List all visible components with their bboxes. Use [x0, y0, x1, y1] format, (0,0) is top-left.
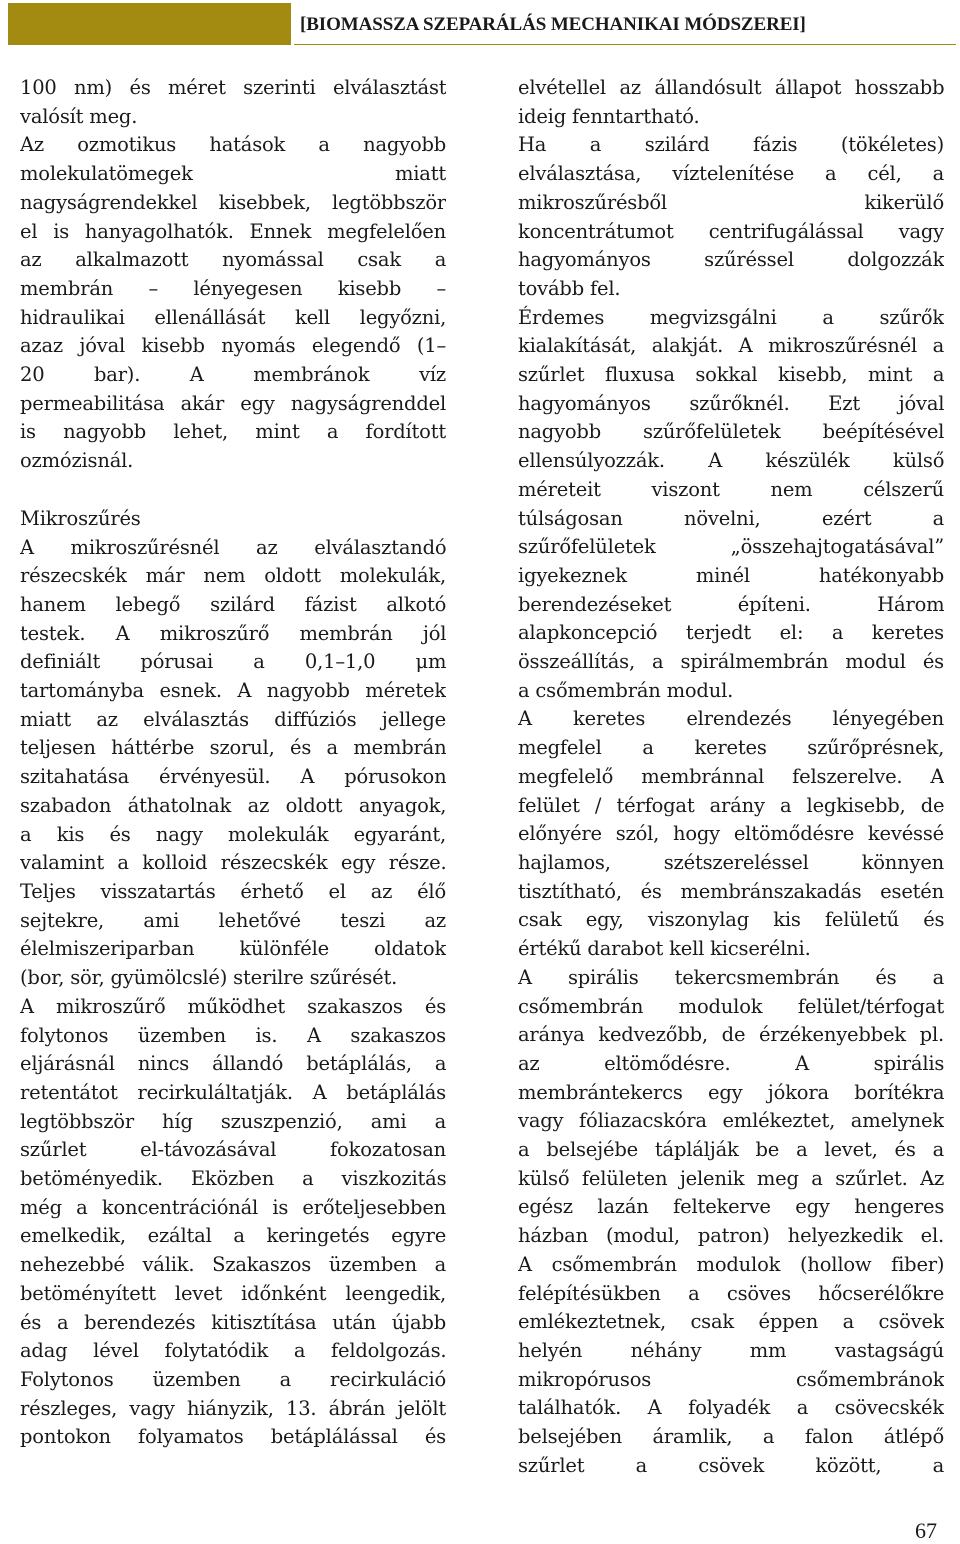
text-line: Folytonos üzemben a recirkuláció	[20, 1367, 446, 1391]
text-line: molekulatömegek miatt	[20, 162, 446, 186]
text-line: 100 nm) és méret szerinti elválasztást	[20, 76, 446, 99]
text-line: megfelelő membránnal felszerelve. A	[518, 764, 944, 788]
header-rule	[294, 44, 956, 45]
text-line: nehezebbé válik. Szakaszos üzemben a	[20, 1253, 446, 1277]
text-line: Teljes visszatartás érhető el az élő	[20, 879, 446, 903]
text-line: csak egy, viszonylag kis felületű és	[518, 908, 944, 932]
text-line: definiált pórusai a 0,1–1,0 μm	[20, 650, 446, 674]
text-line: A keretes elrendezés lényegében	[518, 707, 944, 731]
text-line: szűrlet el-távozásával fokozatosan	[20, 1138, 446, 1162]
text-line: miatt az elválasztás diffúziós jellege	[20, 707, 446, 731]
text-line: szitahatása érvényesül. A pórusokon	[20, 765, 446, 789]
text-line: valósít meg.	[20, 104, 138, 128]
text-line: Érdemes megvizsgálni a szűrők	[518, 305, 944, 329]
text-line: retentátot recirkuláltatják. A betáplálás	[20, 1080, 446, 1104]
text-line: 20 bar). A membránok víz	[20, 363, 446, 387]
text-line: Ha a szilárd fázis (tökéletes)	[518, 133, 944, 157]
text-line: kialakítását, alakját. A mikroszűrésnél a	[518, 334, 944, 358]
running-header-title: [BIOMASSZA SZEPARÁLÁS MECHANIKAI MÓDSZEREI]	[300, 14, 806, 35]
header-accent-bar	[8, 3, 291, 45]
right-text-column	[518, 74, 944, 1480]
text-line: a kis és nagy molekulák egyaránt,	[20, 822, 446, 846]
text-line: tovább fel.	[518, 276, 621, 300]
text-line: tisztítható, és membránszakadás esetén	[518, 879, 944, 903]
text-line: házban (modul, patron) helyezkedik el.	[518, 1224, 944, 1248]
paragraph-gap	[20, 476, 446, 505]
text-line: külső felületen jelenik meg a szűrlet. Az	[518, 1166, 944, 1190]
text-line: betöményített levet időnként leengedik,	[20, 1281, 446, 1305]
text-line: ellensúlyozzák. A készülék külső	[518, 449, 944, 473]
text-line: is nagyobb lehet, mint a fordított	[20, 420, 446, 444]
text-line: ideig fenntartható.	[518, 104, 700, 128]
text-line: aránya kedvezőbb, de érzékenyebbek pl.	[518, 1023, 944, 1047]
text-line: emelkedik, ezáltal a keringetés egyre	[20, 1224, 446, 1248]
text-line: szűrlet a csövek között, a	[518, 1453, 944, 1477]
text-line: betöményedik. Eközben a viszkozitás	[20, 1167, 446, 1191]
text-line: egész lazán feltekerve egy hengeres	[518, 1195, 944, 1219]
page-number: 67	[915, 1518, 937, 1543]
text-line: emlékeztetnek, csak éppen a csövek	[518, 1310, 944, 1334]
text-line: és a berendezés kitisztítása után újabb	[20, 1310, 446, 1334]
text-line: alapkoncepció terjedt el: a keretes	[518, 621, 944, 645]
text-line: igyekeznek minél hatékonyabb	[518, 563, 944, 587]
text-line: részleges, vagy hiányzik, 13. ábrán jelölt	[20, 1396, 446, 1420]
text-line: sejtekre, ami lehetővé teszi az	[20, 908, 446, 932]
text-line: teljesen háttérbe szorul, és a membrán	[20, 736, 446, 760]
text-line: túlságosan növelni, ezért a	[518, 506, 944, 530]
text-line: eljárásnál nincs állandó betáplálás, a	[20, 1052, 446, 1076]
text-line: elvétellel az állandósult állapot hosszabb	[518, 76, 944, 99]
text-line: koncentrátumot centrifugálással vagy	[518, 219, 944, 243]
text-line: megfelel a keretes szűrőprésnek,	[518, 736, 944, 760]
text-line: testek. A mikroszűrő membrán jól	[20, 621, 446, 645]
text-line: értékű darabot kell kicserélni.	[518, 937, 811, 961]
text-line: Mikroszűrés	[20, 506, 141, 530]
text-line: vagy fóliazacskóra emlékeztet, amelynek	[518, 1109, 944, 1133]
text-line: az alkalmazott nyomással csak a	[20, 248, 446, 272]
text-line: adag lével folytatódik a feldolgozás.	[20, 1339, 446, 1363]
text-line: azaz jóval kisebb nyomás elegendő (1–	[20, 334, 446, 358]
text-line: hagyományos szűrőknél. Ezt jóval	[518, 391, 944, 415]
text-line: A spirális tekercsmembrán és a	[518, 965, 944, 989]
text-line: nagyságrendekkel kisebbek, legtöbbször	[20, 190, 446, 214]
text-line: felépítésükben a csöves hőcserélőkre	[518, 1281, 944, 1305]
text-line: szűrlet fluxusa sokkal kisebb, mint a	[518, 363, 944, 387]
text-line: összeállítás, a spirálmembrán modul és	[518, 650, 944, 674]
text-line: még a koncentrációnál is erőteljesebben	[20, 1195, 446, 1219]
text-line: nagyobb szűrőfelületek beépítésével	[518, 420, 944, 444]
text-line: folytonos üzemben is. A szakaszos	[20, 1023, 446, 1047]
text-line: helyén néhány mm vastagságú	[518, 1338, 944, 1362]
text-line: ozmózisnál.	[20, 449, 134, 473]
text-line: hanem lebegő szilárd fázist alkotó	[20, 592, 446, 616]
text-line: pontokon folyamatos betáplálással és	[20, 1425, 446, 1449]
text-line: el is hanyagolhatók. Ennek megfelelően	[20, 219, 446, 243]
text-line: a csőmembrán modul.	[518, 678, 734, 702]
text-line: méreteit viszont nem célszerű	[518, 477, 944, 501]
text-line: A csőmembrán modulok (hollow fiber)	[518, 1252, 944, 1276]
text-line: hajlamos, szétszereléssel könnyen	[518, 850, 944, 874]
text-line: (bor, sör, gyümölcslé) sterilre szűrését.	[20, 966, 398, 990]
text-line: részecskék már nem oldott molekulák,	[20, 564, 446, 588]
text-line: tartományba esnek. A nagyobb méretek	[20, 679, 446, 703]
text-line: mikroszűrésből kikerülő	[518, 190, 944, 214]
text-line: berendezéseket építeni. Három	[518, 592, 944, 616]
text-line: hagyományos szűréssel dolgozzák	[518, 248, 944, 272]
text-line: membrán – lényegesen kisebb –	[20, 276, 446, 300]
text-line: találhatók. A folyadék a csövecskék	[518, 1396, 944, 1420]
text-line: a belsejébe táplálják be a levet, és a	[518, 1138, 944, 1162]
text-line: az eltömődésre. A spirális	[518, 1051, 944, 1075]
text-line: hidraulikai ellenállását kell legyőzni,	[20, 305, 446, 329]
text-line: csőmembrán modulok felület/térfogat	[518, 994, 944, 1018]
text-line: permeabilitása akár egy nagyságrenddel	[20, 391, 446, 415]
text-line: elválasztása, víztelenítése a cél, a	[518, 162, 944, 186]
text-line: felület / térfogat arány a legkisebb, de	[518, 793, 944, 817]
text-line: előnyére szól, hogy eltömődésre kevéssé	[518, 822, 944, 846]
left-text-column	[20, 74, 446, 1452]
text-line: belsejében áramlik, a falon átlépő	[518, 1425, 944, 1449]
text-line: A mikroszűrésnél az elválasztandó	[20, 535, 446, 559]
text-line: A mikroszűrő működhet szakaszos és	[20, 994, 446, 1018]
text-line: legtöbbször híg szuszpenzió, ami a	[20, 1109, 446, 1133]
text-line: élelmiszeriparban különféle oldatok	[20, 937, 446, 961]
text-line: szűrőfelületek „összehajtogatásával”	[518, 535, 944, 559]
text-line: mikropórusos csőmembránok	[518, 1367, 944, 1391]
text-line: membrántekercs egy jókora borítékra	[518, 1080, 944, 1104]
text-line: Az ozmotikus hatások a nagyobb	[20, 133, 446, 157]
text-line: valamint a kolloid részecskék egy része.	[20, 851, 446, 875]
text-line: szabadon áthatolnak az oldott anyagok,	[20, 793, 446, 817]
